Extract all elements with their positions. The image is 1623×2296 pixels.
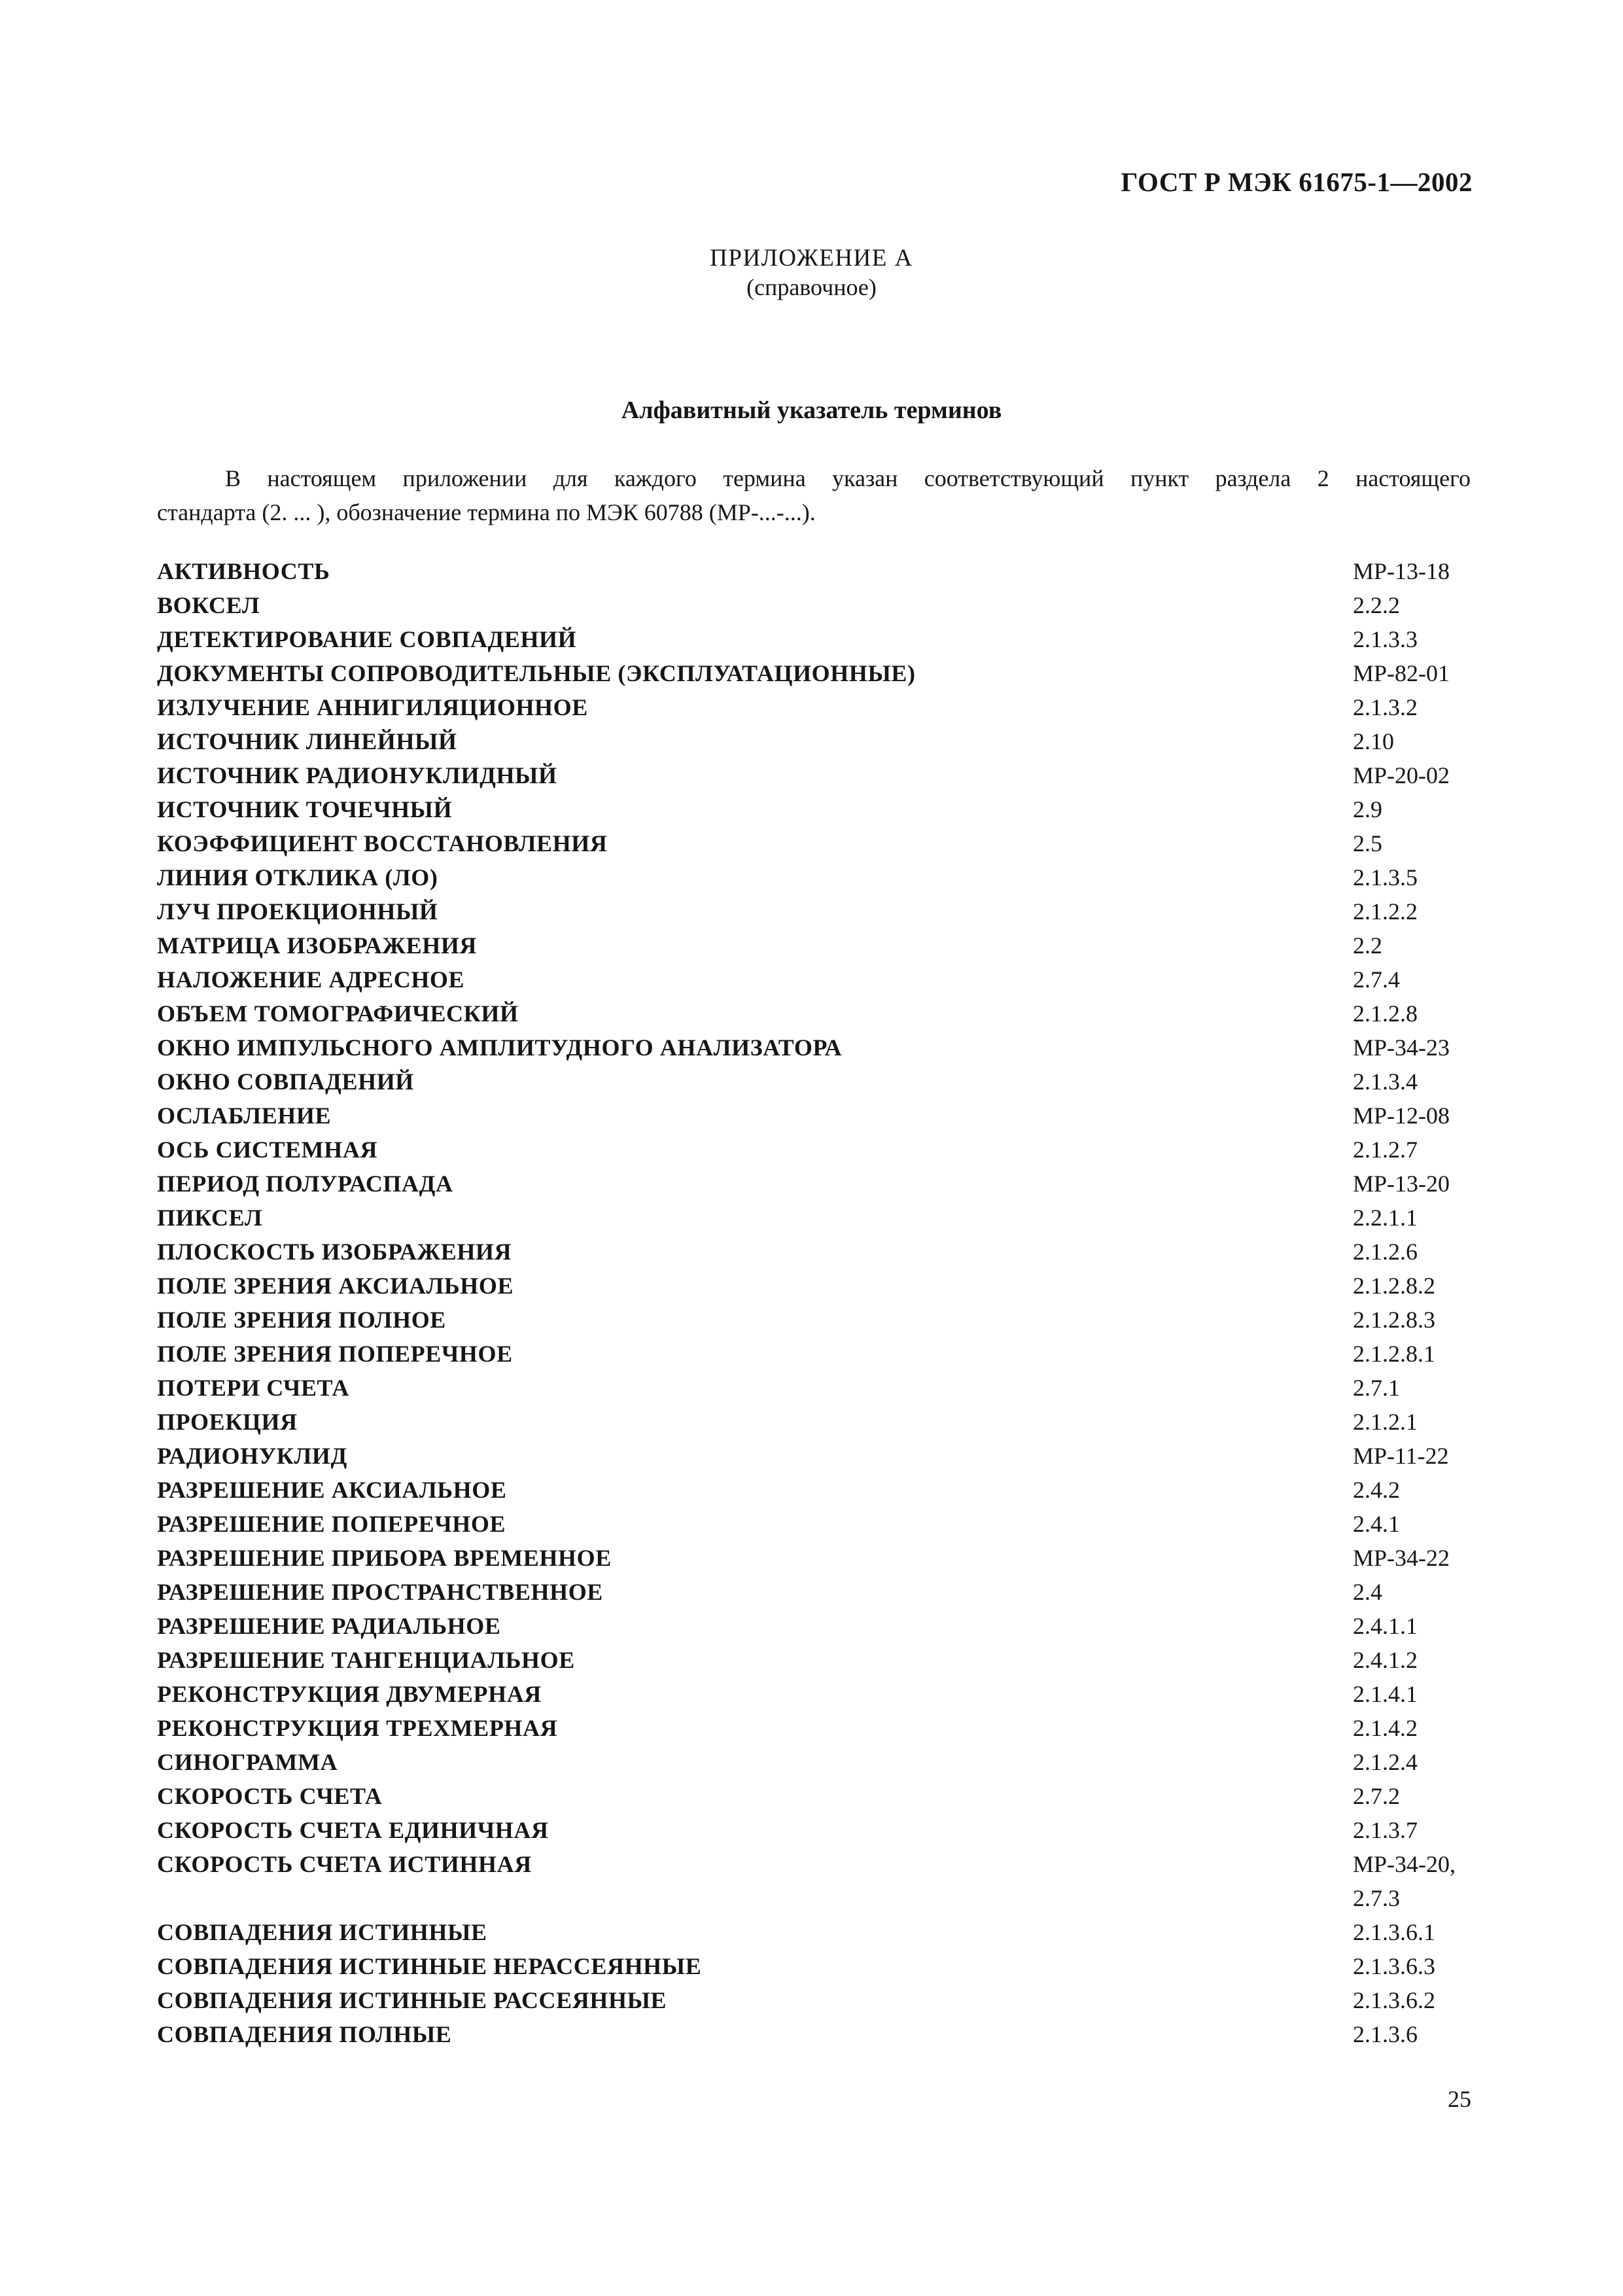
term-reference: 2.2.2: [1353, 592, 1400, 618]
term-row: [157, 1133, 1472, 1167]
term-row: [157, 1711, 1472, 1745]
term-row: [157, 1813, 1472, 1847]
term-name: ПЛОСКОСТЬ ИЗОБРАЖЕНИЯ: [157, 1239, 512, 1265]
term-reference: 2.1.2.1: [1353, 1409, 1418, 1435]
term-row: [157, 656, 1472, 690]
term-name: ПОЛЕ ЗРЕНИЯ ПОПЕРЕЧНОЕ: [157, 1341, 513, 1367]
term-row: [157, 1541, 1472, 1575]
term-reference: 2.1.2.8.2: [1353, 1273, 1435, 1299]
term-reference: 2.7.1: [1353, 1375, 1400, 1401]
term-reference: 2.1.3.2: [1353, 694, 1418, 720]
intro-paragraph: [157, 461, 1471, 529]
term-row: [157, 1303, 1472, 1337]
term-name: ВОКСЕЛ: [157, 592, 260, 618]
term-row: [157, 1847, 1472, 1915]
intro-line-1: В настоящем приложении для каждого термина указан соответствующий пункт раздела 2 настоящего: [225, 465, 1471, 491]
term-reference: МР-34-22: [1353, 1545, 1450, 1571]
term-reference: МР-13-18: [1353, 558, 1450, 584]
term-name: ПРОЕКЦИЯ: [157, 1409, 298, 1435]
term-name: ИСТОЧНИК ЛИНЕЙНЫЙ: [157, 728, 457, 754]
term-reference: 2.1.2.8: [1353, 1000, 1418, 1027]
term-name: ДОКУМЕНТЫ СОПРОВОДИТЕЛЬНЫЕ (ЭКСПЛУАТАЦИОННЫЕ): [157, 660, 916, 686]
term-row: [157, 1099, 1472, 1133]
term-name: СОВПАДЕНИЯ ИСТИННЫЕ: [157, 1919, 487, 1945]
term-reference: 2.7.2: [1353, 1783, 1400, 1809]
term-row: [157, 963, 1472, 997]
term-row: [157, 1201, 1472, 1235]
term-row: [157, 2017, 1472, 2051]
term-reference: 2.1.3.3: [1353, 626, 1418, 652]
term-name: РАЗРЕШЕНИЕ АКСИАЛЬНОЕ: [157, 1477, 507, 1503]
term-name: СОВПАДЕНИЯ ПОЛНЫЕ: [157, 2021, 452, 2047]
term-row: [157, 1949, 1472, 1983]
term-reference: 2.1.2.8.3: [1353, 1307, 1435, 1333]
term-name: АКТИВНОСТЬ: [157, 558, 330, 584]
term-reference: 2.7.4: [1353, 966, 1400, 993]
term-reference: 2.4.1.1: [1353, 1613, 1418, 1639]
term-name: ИЗЛУЧЕНИЕ АННИГИЛЯЦИОННОЕ: [157, 694, 588, 720]
intro-line-2: стандарта (2. ... ), обозначение термина по МЭК 60788 (МР-...-...).: [157, 499, 816, 525]
term-name: ПИКСЕЛ: [157, 1205, 263, 1231]
term-name: ОСЛАБЛЕНИЕ: [157, 1103, 332, 1129]
term-name: КОЭФФИЦИЕНТ ВОССТАНОВЛЕНИЯ: [157, 830, 608, 857]
term-row: [157, 826, 1472, 860]
term-reference: 2.1.3.7: [1353, 1817, 1418, 1843]
term-row: [157, 1439, 1472, 1473]
term-name: РАЗРЕШЕНИЕ ПОПЕРЕЧНОЕ: [157, 1511, 506, 1537]
term-row: [157, 588, 1472, 622]
term-name: РАЗРЕШЕНИЕ ПРИБОРА ВРЕМЕННОЕ: [157, 1545, 612, 1571]
term-row: [157, 792, 1472, 826]
term-row: [157, 1677, 1472, 1711]
term-row: [157, 1337, 1472, 1371]
term-row: [157, 1507, 1472, 1541]
index-heading: Алфавитный указатель терминов: [621, 397, 1002, 424]
term-reference: 2.1.3.6.2: [1353, 1987, 1435, 2013]
term-reference: 2.1.3.5: [1353, 864, 1418, 891]
term-row: [157, 1745, 1472, 1779]
term-name: ОБЪЕМ ТОМОГРАФИЧЕСКИЙ: [157, 1000, 519, 1027]
term-name: СКОРОСТЬ СЧЕТА: [157, 1783, 383, 1809]
term-reference: МР-34-23: [1353, 1034, 1450, 1061]
term-name: СКОРОСТЬ СЧЕТА ЕДИНИЧНАЯ: [157, 1817, 549, 1843]
term-row: [157, 622, 1472, 656]
term-row: [157, 1643, 1472, 1677]
term-name: ЛУЧ ПРОЕКЦИОННЫЙ: [157, 898, 438, 925]
term-reference: 2.1.3.6.3: [1353, 1953, 1435, 1979]
annex-subtitle: (справочное): [746, 274, 877, 300]
page-number: 25: [1448, 2086, 1471, 2112]
document-code: ГОСТ Р МЭК 61675-1—2002: [1121, 167, 1473, 197]
term-name: РЕКОНСТРУКЦИЯ ТРЕХМЕРНАЯ: [157, 1715, 558, 1741]
term-name: ДЕТЕКТИРОВАНИЕ СОВПАДЕНИЙ: [157, 626, 577, 652]
term-name: СОВПАДЕНИЯ ИСТИННЫЕ НЕРАССЕЯННЫЕ: [157, 1953, 702, 1979]
term-reference: МР-13-20: [1353, 1171, 1450, 1197]
term-row: [157, 1031, 1472, 1065]
term-reference: 2.4.1.2: [1353, 1647, 1418, 1673]
term-row: [157, 928, 1472, 963]
term-name: ОСЬ СИСТЕМНАЯ: [157, 1137, 378, 1163]
term-reference: МР-20-02: [1353, 762, 1450, 788]
term-row: [157, 724, 1472, 758]
term-name: СИНОГРАММА: [157, 1749, 338, 1775]
term-reference: 2.4: [1353, 1579, 1382, 1605]
term-name: ИСТОЧНИК РАДИОНУКЛИДНЫЙ: [157, 762, 557, 788]
term-row: [157, 1473, 1472, 1507]
term-reference: МР-34-20, 2.7.3: [1353, 1851, 1456, 1911]
term-name: РАЗРЕШЕНИЕ ПРОСТРАНСТВЕННОЕ: [157, 1579, 603, 1605]
term-name: РАЗРЕШЕНИЕ РАДИАЛЬНОЕ: [157, 1613, 501, 1639]
term-reference: 2.1.2.7: [1353, 1137, 1418, 1163]
term-row: [157, 690, 1472, 724]
term-row: [157, 1405, 1472, 1439]
term-reference: 2.1.2.2: [1353, 898, 1418, 925]
term-row: [157, 1983, 1472, 2017]
term-reference: 2.1.3.6.1: [1353, 1919, 1435, 1945]
term-reference: МР-82-01: [1353, 660, 1450, 686]
term-reference: МР-12-08: [1353, 1103, 1450, 1129]
term-name: РАДИОНУКЛИД: [157, 1443, 347, 1469]
term-name: ЛИНИЯ ОТКЛИКА (ЛО): [157, 864, 438, 891]
term-name: СОВПАДЕНИЯ ИСТИННЫЕ РАССЕЯННЫЕ: [157, 1987, 667, 2013]
term-reference: 2.2: [1353, 932, 1382, 959]
term-reference: 2.1.2.6: [1353, 1239, 1418, 1265]
annex-title: ПРИЛОЖЕНИЕ А: [710, 245, 913, 272]
term-row: [157, 758, 1472, 792]
term-row: [157, 997, 1472, 1031]
term-row: [157, 1269, 1472, 1303]
term-row: [157, 860, 1472, 894]
term-name: НАЛОЖЕНИЕ АДРЕСНОЕ: [157, 966, 465, 993]
term-name: ОКНО СОВПАДЕНИЙ: [157, 1069, 414, 1095]
term-row: [157, 1167, 1472, 1201]
term-reference: 2.10: [1353, 728, 1394, 754]
term-row: [157, 554, 1472, 588]
term-row: [157, 1235, 1472, 1269]
term-name: ПЕРИОД ПОЛУРАСПАДА: [157, 1171, 453, 1197]
term-reference: 2.9: [1353, 796, 1382, 822]
term-row: [157, 1915, 1472, 1949]
term-row: [157, 1779, 1472, 1813]
term-reference: 2.5: [1353, 830, 1382, 857]
term-row: [157, 894, 1472, 928]
term-reference: МР-11-22: [1353, 1443, 1449, 1469]
term-name: РЕКОНСТРУКЦИЯ ДВУМЕРНАЯ: [157, 1681, 542, 1707]
term-name: ПОЛЕ ЗРЕНИЯ АКСИАЛЬНОЕ: [157, 1273, 514, 1299]
term-reference: 2.1.3.4: [1353, 1069, 1418, 1095]
terms-index-list: [157, 554, 1472, 2051]
term-reference: 2.1.4.1: [1353, 1681, 1418, 1707]
term-name: ОКНО ИМПУЛЬСНОГО АМПЛИТУДНОГО АНАЛИЗАТОРА: [157, 1034, 843, 1061]
term-name: РАЗРЕШЕНИЕ ТАНГЕНЦИАЛЬНОЕ: [157, 1647, 575, 1673]
term-row: [157, 1065, 1472, 1099]
term-name: СКОРОСТЬ СЧЕТА ИСТИННАЯ: [157, 1851, 532, 1877]
term-reference: 2.1.3.6: [1353, 2021, 1418, 2047]
term-name: ИСТОЧНИК ТОЧЕЧНЫЙ: [157, 796, 453, 822]
term-reference: 2.1.2.4: [1353, 1749, 1418, 1775]
term-name: МАТРИЦА ИЗОБРАЖЕНИЯ: [157, 932, 478, 959]
term-reference: 2.4.2: [1353, 1477, 1400, 1503]
term-row: [157, 1609, 1472, 1643]
term-reference: 2.4.1: [1353, 1511, 1400, 1537]
term-name: ПОТЕРИ СЧЕТА: [157, 1375, 349, 1401]
term-name: ПОЛЕ ЗРЕНИЯ ПОЛНОЕ: [157, 1307, 446, 1333]
term-reference: 2.1.2.8.1: [1353, 1341, 1435, 1367]
term-row: [157, 1371, 1472, 1405]
term-reference: 2.2.1.1: [1353, 1205, 1418, 1231]
term-row: [157, 1575, 1472, 1609]
term-reference: 2.1.4.2: [1353, 1715, 1418, 1741]
